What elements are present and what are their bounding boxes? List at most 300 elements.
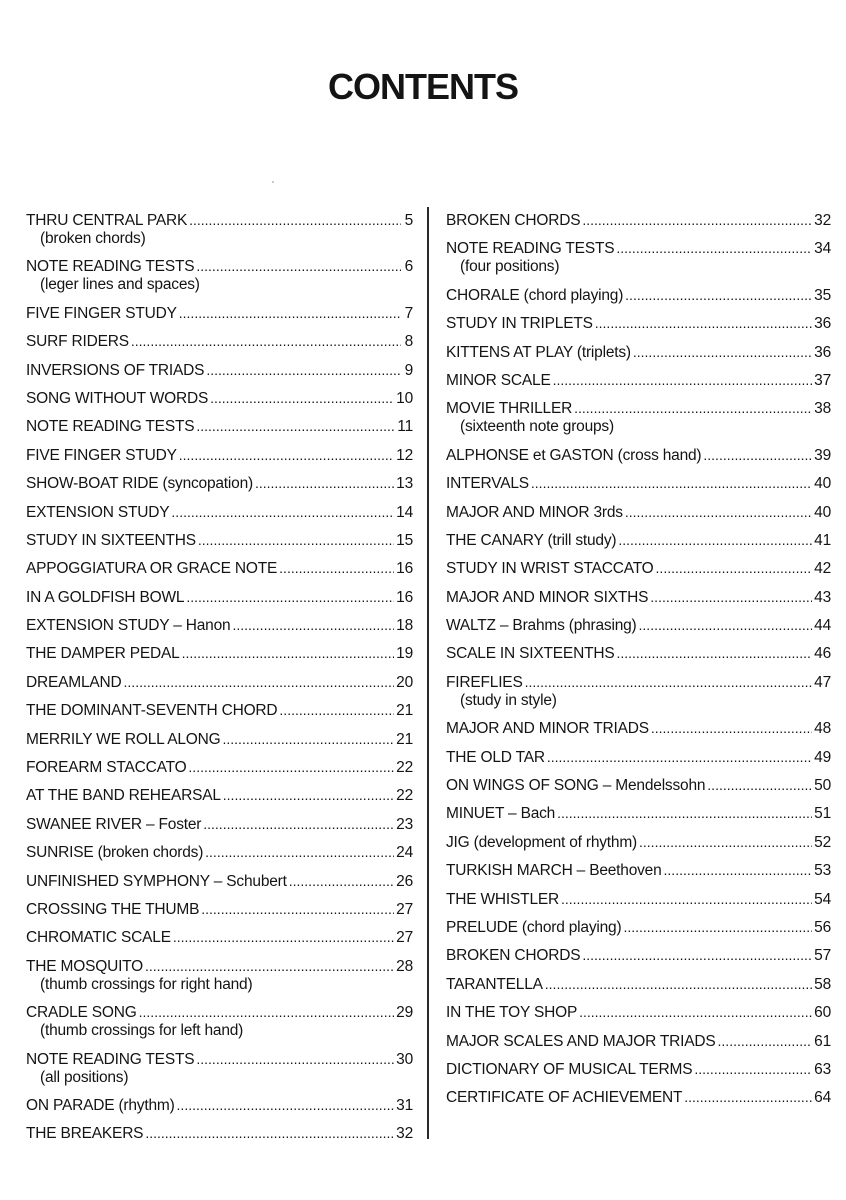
toc-entry-line [446, 211, 831, 230]
dot-leader [223, 786, 394, 804]
toc-entry[interactable] [26, 1096, 413, 1115]
toc-entry[interactable] [446, 1032, 831, 1051]
dot-leader [188, 758, 394, 776]
dot-leader [579, 1003, 812, 1021]
toc-entry-line [26, 872, 413, 891]
toc-entry-page-number: 36 [814, 315, 831, 333]
toc-entry-title: CROSSING THE THUMB [26, 900, 200, 918]
toc-entry-title: MOVIE THRILLER [446, 400, 573, 418]
toc-entry-title: MINUET – Bach [446, 805, 556, 823]
toc-entry-line [446, 861, 831, 880]
dot-leader [289, 872, 394, 890]
toc-right-column [446, 211, 831, 1117]
toc-entry-page-number: 18 [396, 617, 413, 635]
toc-entry-line [446, 946, 831, 965]
toc-entry-page-number: 53 [814, 862, 831, 880]
toc-entry-title: CERTIFICATE OF ACHIEVEMENT [446, 1089, 683, 1107]
toc-entry-page-number: 37 [814, 371, 831, 389]
toc-entry-title: DICTIONARY OF MUSICAL TERMS [446, 1060, 693, 1078]
toc-entry[interactable] [26, 389, 413, 408]
dot-leader [545, 975, 812, 993]
toc-entry[interactable] [26, 361, 413, 380]
toc-entry[interactable] [446, 776, 831, 795]
toc-entry[interactable] [446, 446, 831, 465]
toc-entry-title: IN A GOLDFISH BOWL [26, 588, 185, 606]
toc-entry[interactable] [26, 503, 413, 522]
toc-entry-page-number: 42 [814, 560, 831, 578]
toc-entry-line [446, 399, 831, 418]
toc-entry-page-number: 11 [397, 418, 413, 436]
dot-leader [198, 531, 394, 549]
toc-entry[interactable] [446, 239, 831, 276]
toc-entry-page-number: 40 [814, 503, 831, 521]
dot-leader [547, 748, 812, 766]
toc-entry-page-number: 16 [396, 560, 413, 578]
dot-leader [232, 616, 394, 634]
toc-entry-title: WALTZ – Brahms (phrasing) [446, 617, 637, 635]
toc-entry[interactable] [26, 815, 413, 834]
toc-entry-title: INTERVALS [446, 475, 529, 493]
toc-entry[interactable] [26, 211, 413, 248]
toc-entry-title: AT THE BAND REHEARSAL [26, 787, 221, 805]
toc-entry-page-number: 27 [396, 929, 413, 947]
toc-entry-line [26, 503, 413, 522]
dot-leader [616, 239, 812, 257]
dot-leader [189, 211, 401, 229]
toc-entry-page-number: 21 [396, 702, 413, 720]
toc-entry-page-number: 44 [814, 617, 831, 635]
toc-entry-title: SHOW-BOAT RIDE (syncopation) [26, 475, 253, 493]
toc-entry-line [446, 833, 831, 852]
toc-entry-line [26, 1096, 413, 1115]
toc-entry[interactable] [26, 730, 413, 749]
toc-entry-line [26, 588, 413, 607]
dot-leader [131, 332, 401, 350]
toc-entry[interactable] [446, 474, 831, 493]
toc-entry-page-number: 49 [814, 748, 831, 766]
toc-entry-page-number: 63 [814, 1060, 831, 1078]
toc-entry-line [26, 304, 413, 323]
dot-leader [561, 890, 812, 908]
toc-entry-page-number: 46 [814, 645, 831, 663]
toc-entry-title: APPOGGIATURA OR GRACE NOTE [26, 560, 278, 578]
toc-entry[interactable] [26, 559, 413, 578]
dot-leader [553, 371, 813, 389]
toc-entry[interactable] [446, 890, 831, 909]
toc-entry-page-number: 40 [814, 475, 831, 493]
toc-entry-page-number: 60 [814, 1004, 831, 1022]
toc-entry-subtitle: (thumb crossings for right hand) [40, 975, 253, 993]
toc-entry-title: NOTE READING TESTS [26, 418, 195, 436]
toc-entry-title: ON WINGS OF SONG – Mendelssohn [446, 777, 706, 795]
dot-leader [625, 503, 812, 521]
toc-entry[interactable] [26, 872, 413, 891]
toc-entry-line [26, 815, 413, 834]
toc-entry-title: CHORALE (chord playing) [446, 286, 624, 304]
toc-entry-line [26, 928, 413, 947]
dot-leader [703, 446, 812, 464]
toc-entry-title: MAJOR AND MINOR TRIADS [446, 720, 649, 738]
toc-entry[interactable] [26, 928, 413, 947]
dot-leader [684, 1088, 812, 1106]
toc-entry-line [446, 918, 831, 937]
dot-leader [179, 304, 401, 322]
toc-entry-title: THE DAMPER PEDAL [26, 645, 180, 663]
toc-entry-title: SONG WITHOUT WORDS [26, 389, 209, 407]
toc-entry-line [26, 1124, 413, 1143]
dot-leader [223, 730, 395, 748]
toc-entry-title: TARANTELLA [446, 975, 543, 993]
toc-entry[interactable] [26, 1050, 413, 1087]
toc-entry[interactable] [26, 474, 413, 493]
toc-entry-page-number: 20 [396, 673, 413, 691]
toc-entry-title: ALPHONSE et GASTON (cross hand) [446, 446, 702, 464]
dot-leader [177, 1096, 395, 1114]
toc-entry-page-number: 8 [404, 333, 413, 351]
dot-leader [171, 503, 394, 521]
toc-entry[interactable] [26, 701, 413, 720]
toc-entry-subtitle: (sixteenth note groups) [460, 418, 614, 436]
dot-leader [582, 211, 812, 229]
toc-entry-line [446, 286, 831, 305]
toc-entry-line [446, 371, 831, 390]
dot-leader [279, 701, 394, 719]
toc-entry-page-number: 6 [404, 258, 413, 276]
toc-entry-line [26, 900, 413, 919]
toc-entry-page-number: 16 [396, 588, 413, 606]
toc-entry-title: FIREFLIES [446, 673, 523, 691]
toc-entry[interactable] [446, 861, 831, 880]
toc-entry-line [446, 616, 831, 635]
toc-entry[interactable] [26, 644, 413, 663]
toc-entry-line [26, 257, 413, 276]
toc-entry[interactable] [446, 399, 831, 436]
toc-entry-title: JIG (development of rhythm) [446, 833, 638, 851]
toc-entry-title: INVERSIONS OF TRIADS [26, 361, 205, 379]
toc-entry-line [446, 239, 831, 258]
toc-entry-line [446, 748, 831, 767]
dot-leader [182, 644, 395, 662]
toc-entry-line [26, 843, 413, 862]
toc-entry-subtitle: (all positions) [40, 1068, 129, 1086]
toc-entry[interactable] [26, 673, 413, 692]
dot-leader [651, 719, 812, 737]
toc-entry[interactable] [446, 1003, 831, 1022]
toc-entry-page-number: 23 [396, 815, 413, 833]
toc-entry[interactable] [446, 975, 831, 994]
toc-entry-title: NOTE READING TESTS [446, 240, 615, 258]
toc-entry[interactable] [26, 446, 413, 465]
toc-entry-subtitle: (broken chords) [40, 230, 146, 247]
toc-entry-title: SCALE IN SIXTEENTHS [446, 645, 615, 663]
dot-leader [196, 257, 401, 275]
toc-entry-line [446, 531, 831, 550]
toc-entry[interactable] [26, 257, 413, 294]
toc-entry[interactable] [26, 786, 413, 805]
toc-entry-page-number: 48 [814, 720, 831, 738]
toc-entry-page-number: 56 [814, 918, 831, 936]
dot-leader [255, 474, 394, 492]
toc-entry-page-number: 58 [814, 975, 831, 993]
toc-entry-title: FIVE FINGER STUDY [26, 446, 177, 464]
toc-entry[interactable] [26, 531, 413, 550]
dot-leader [145, 957, 394, 975]
toc-entry[interactable] [446, 719, 831, 738]
toc-entry-subtitle: (four positions) [460, 258, 560, 276]
toc-entry-line [26, 701, 413, 720]
dot-leader [203, 815, 394, 833]
toc-entry-page-number: 28 [396, 957, 413, 975]
toc-entry[interactable] [446, 503, 831, 522]
dot-leader [618, 531, 812, 549]
dot-leader [707, 776, 812, 794]
toc-entry-title: SURF RIDERS [26, 333, 129, 351]
toc-entry-page-number: 57 [814, 947, 831, 965]
dot-leader [206, 361, 401, 379]
toc-entry-page-number: 29 [396, 1004, 413, 1022]
toc-entry[interactable] [446, 644, 831, 663]
dot-leader [124, 673, 395, 691]
toc-entry-page-number: 51 [814, 805, 831, 823]
page-title: CONTENTS [328, 66, 518, 107]
toc-entry-page-number: 54 [814, 890, 831, 908]
toc-entry-page-number: 12 [396, 446, 413, 464]
column-divider [427, 207, 429, 1139]
toc-entry[interactable] [446, 673, 831, 710]
toc-entry[interactable] [446, 946, 831, 965]
toc-entry[interactable] [446, 559, 831, 578]
toc-entry[interactable] [26, 588, 413, 607]
toc-entry-page-number: 13 [396, 475, 413, 493]
dot-leader [595, 314, 812, 332]
toc-entry-line [26, 1050, 413, 1069]
toc-entry-page-number: 34 [814, 240, 831, 258]
dot-leader [145, 1124, 394, 1142]
toc-entry-line [446, 314, 831, 333]
toc-entry-subtitle: (leger lines and spaces) [40, 276, 200, 294]
toc-entry-line [26, 786, 413, 805]
toc-entry[interactable] [446, 1088, 831, 1107]
toc-entry[interactable] [446, 371, 831, 390]
toc-entry-page-number: 38 [814, 400, 831, 418]
toc-entry-page-number: 7 [404, 304, 413, 322]
toc-entry-line [26, 957, 413, 976]
toc-entry-title: THRU CENTRAL PARK [26, 212, 188, 229]
toc-entry-line [446, 559, 831, 578]
toc-entry-page-number: 22 [396, 759, 413, 777]
toc-entry-page-number: 52 [814, 833, 831, 851]
toc-entry-line [26, 211, 413, 230]
dot-leader [650, 588, 812, 606]
toc-entry[interactable] [446, 211, 831, 230]
toc-entry-title: DREAMLAND [26, 673, 122, 691]
dot-leader [196, 1050, 394, 1068]
toc-entry-title: STUDY IN SIXTEENTHS [26, 531, 196, 549]
toc-entry[interactable] [446, 616, 831, 635]
paper-speck [272, 181, 274, 183]
dot-leader [664, 861, 813, 879]
toc-entry-page-number: 32 [396, 1125, 413, 1143]
toc-entry-title: THE CANARY (trill study) [446, 531, 617, 549]
toc-entry-title: ON PARADE (rhythm) [26, 1096, 175, 1114]
toc-entry[interactable] [446, 918, 831, 937]
toc-entry-title: NOTE READING TESTS [26, 258, 195, 276]
toc-entry-page-number: 61 [814, 1032, 831, 1050]
toc-entry-page-number: 27 [396, 900, 413, 918]
dot-leader [639, 833, 812, 851]
dot-leader [525, 673, 813, 691]
toc-entry-title: FIVE FINGER STUDY [26, 304, 177, 322]
dot-leader [639, 616, 813, 634]
dot-leader [633, 343, 812, 361]
toc-entry-page-number: 35 [814, 286, 831, 304]
toc-entry-page-number: 26 [396, 872, 413, 890]
toc-entry[interactable] [446, 748, 831, 767]
toc-entry-title: THE WHISTLER [446, 890, 559, 908]
dot-leader [625, 286, 812, 304]
toc-entry-title: MAJOR AND MINOR SIXTHS [446, 588, 649, 606]
toc-entry[interactable] [26, 758, 413, 777]
dot-leader [173, 928, 394, 946]
toc-entry-title: EXTENSION STUDY – Hanon [26, 617, 231, 635]
dot-leader [582, 946, 812, 964]
toc-entry-title: MAJOR SCALES AND MAJOR TRIADS [446, 1032, 716, 1050]
toc-entry-line [446, 503, 831, 522]
toc-entry[interactable] [26, 843, 413, 862]
dot-leader [186, 588, 394, 606]
toc-entry[interactable] [26, 1003, 413, 1040]
toc-entry[interactable] [26, 304, 413, 323]
toc-entry-line [446, 1032, 831, 1051]
toc-entry-title: PRELUDE (chord playing) [446, 918, 622, 936]
toc-entry-line [446, 644, 831, 663]
toc-entry-title: BROKEN CHORDS [446, 947, 581, 965]
toc-entry-title: NOTE READING TESTS [26, 1050, 195, 1068]
toc-entry-page-number: 5 [404, 212, 413, 229]
dot-leader [616, 644, 812, 662]
dot-leader [205, 843, 394, 861]
toc-entry-page-number: 19 [396, 645, 413, 663]
toc-entry-title: CHROMATIC SCALE [26, 929, 171, 947]
toc-entry-line [446, 975, 831, 994]
toc-entry-title: THE MOSQUITO [26, 957, 144, 975]
toc-entry-title: MINOR SCALE [446, 371, 551, 389]
toc-entry-title: KITTENS AT PLAY (triplets) [446, 343, 631, 361]
toc-entry-line [26, 730, 413, 749]
toc-entry[interactable] [446, 588, 831, 607]
toc-entry-title: TURKISH MARCH – Beethoven [446, 862, 662, 880]
toc-entry[interactable] [446, 314, 831, 333]
dot-leader [201, 900, 394, 918]
toc-entry-line [446, 1003, 831, 1022]
toc-entry[interactable] [446, 1060, 831, 1079]
toc-entry-title: STUDY IN WRIST STACCATO [446, 560, 654, 578]
toc-entry-line [446, 804, 831, 823]
toc-entry-line [26, 644, 413, 663]
toc-entry[interactable] [26, 900, 413, 919]
toc-entry-page-number: 41 [814, 531, 831, 549]
toc-entry-line [26, 1003, 413, 1022]
toc-entry[interactable] [26, 417, 413, 436]
toc-entry-title: STUDY IN TRIPLETS [446, 315, 593, 333]
dot-leader [531, 474, 812, 492]
dot-leader [279, 559, 394, 577]
dot-leader [718, 1032, 813, 1050]
toc-entry-title: BROKEN CHORDS [446, 212, 581, 229]
toc-entry-title: MAJOR AND MINOR 3rds [446, 503, 623, 521]
toc-entry-subtitle: (thumb crossings for left hand) [40, 1022, 244, 1040]
toc-entry[interactable] [446, 343, 831, 362]
toc-left-column [26, 211, 413, 1153]
toc-entry-page-number: 43 [814, 588, 831, 606]
toc-entry-page-number: 21 [396, 730, 413, 748]
dot-leader [196, 417, 395, 435]
toc-entry-line [446, 890, 831, 909]
toc-entry-page-number: 10 [396, 389, 413, 407]
dot-leader [623, 918, 812, 936]
toc-entry-page-number: 36 [814, 343, 831, 361]
toc-entry-line [26, 361, 413, 380]
dot-leader [557, 804, 812, 822]
toc-entry-title: SWANEE RIVER – Foster [26, 815, 202, 833]
toc-entry-line [446, 673, 831, 692]
toc-entry[interactable] [26, 1124, 413, 1143]
toc-entry-line [446, 1060, 831, 1079]
toc-entry-page-number: 64 [814, 1089, 831, 1107]
toc-entry[interactable] [446, 833, 831, 852]
toc-entry-page-number: 22 [396, 787, 413, 805]
toc-entry-line [446, 776, 831, 795]
toc-entry[interactable] [26, 616, 413, 635]
toc-entry-line [26, 389, 413, 408]
toc-entry[interactable] [26, 332, 413, 351]
toc-entry-line [26, 559, 413, 578]
dot-leader [139, 1003, 395, 1021]
toc-entry[interactable] [446, 286, 831, 305]
toc-entry-page-number: 50 [814, 777, 831, 795]
toc-entry-line [446, 474, 831, 493]
toc-entry-title: THE DOMINANT-SEVENTH CHORD [26, 702, 278, 720]
toc-entry-line [446, 343, 831, 362]
dot-leader [694, 1060, 812, 1078]
dot-leader [210, 389, 394, 407]
toc-entry-line [26, 758, 413, 777]
toc-entry-subtitle: (study in style) [460, 691, 557, 709]
toc-entry-page-number: 24 [396, 844, 413, 862]
dot-leader [179, 446, 394, 464]
toc-entry-line [446, 1088, 831, 1107]
toc-entry[interactable] [446, 804, 831, 823]
toc-entry[interactable] [26, 957, 413, 994]
toc-entry-page-number: 32 [814, 212, 831, 229]
toc-entry-page-number: 15 [396, 531, 413, 549]
toc-entry-line [26, 474, 413, 493]
toc-entry-title: IN THE TOY SHOP [446, 1004, 578, 1022]
toc-entry-line [26, 332, 413, 351]
toc-entry-title: FOREARM STACCATO [26, 759, 187, 777]
toc-entry-line [26, 417, 413, 436]
toc-entry-page-number: 47 [814, 673, 831, 691]
toc-entry-line [26, 446, 413, 465]
toc-entry-page-number: 9 [404, 361, 413, 379]
toc-entry-page-number: 14 [396, 503, 413, 521]
toc-entry-line [26, 616, 413, 635]
toc-entry[interactable] [446, 531, 831, 550]
toc-entry-line [446, 446, 831, 465]
toc-entry-title: CRADLE SONG [26, 1004, 137, 1022]
toc-entry-title: THE OLD TAR [446, 748, 545, 766]
toc-entry-title: EXTENSION STUDY [26, 503, 170, 521]
